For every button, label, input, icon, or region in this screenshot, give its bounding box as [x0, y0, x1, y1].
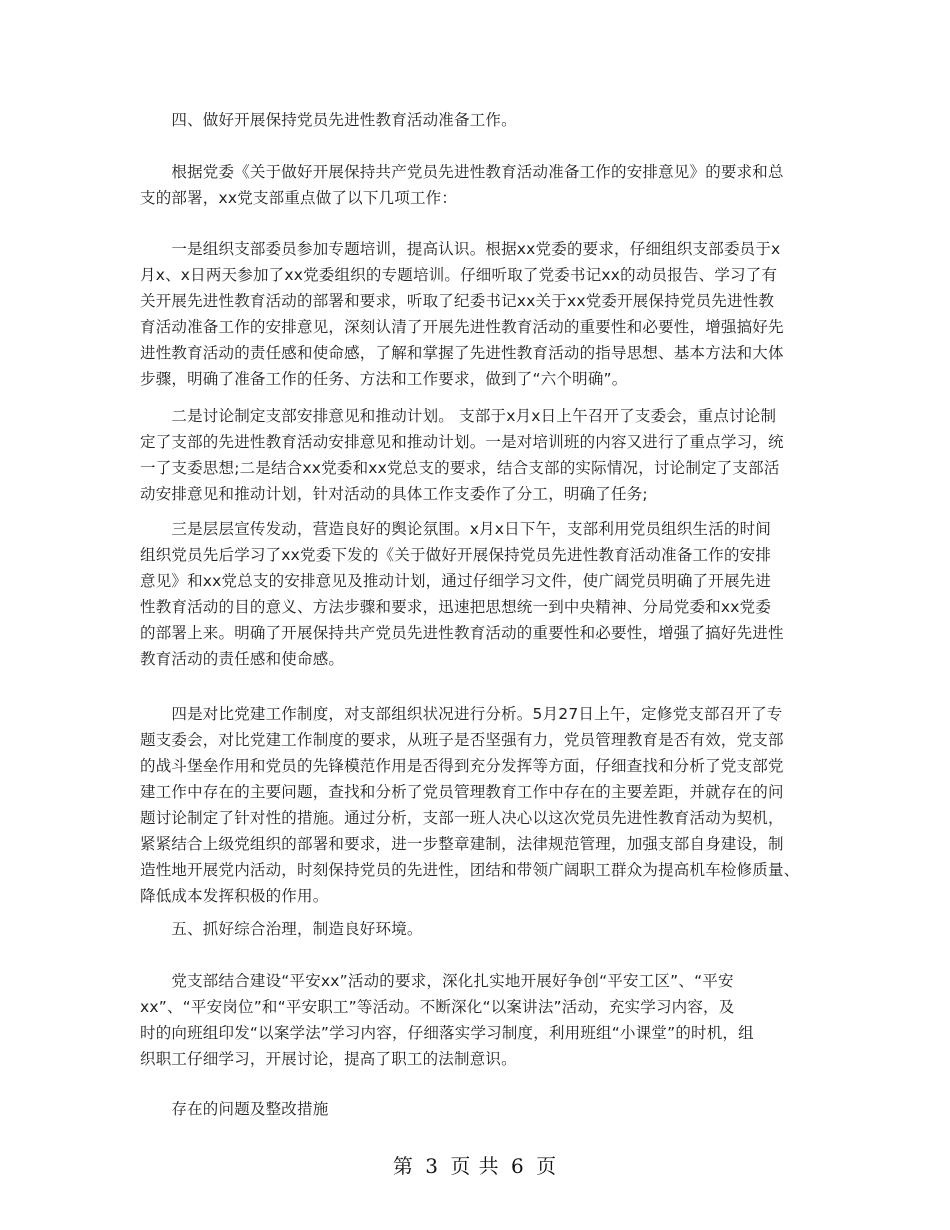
- text-line: 一是组织支部委员参加专题培训，提高认识。根据xx党委的要求，仔细组织支部委员于x: [140, 240, 781, 258]
- text-line: 建工作中存在的主要问题，查找和分析了党员管理教育工作中存在的主要差距，并就存在的问: [140, 783, 784, 801]
- text-line: 存在的问题及整改措施: [140, 1100, 329, 1118]
- text-line: 进性教育活动的责任感和使命感，了解和掌握了先进性教育活动的指导思想、基本方法和大体: [140, 344, 784, 362]
- text-line: 步骤，明确了准备工作的任务、方法和工作要求，做到了“六个明确”。: [140, 370, 628, 388]
- paragraph-item-3: [140, 516, 820, 672]
- text-line: 组织党员先后学习了xx党委下发的《关于做好开展保持党员先进性教育活动准备工作的安排: [140, 546, 772, 564]
- footer-suffix: 页: [536, 1154, 558, 1178]
- text-line: 育活动准备工作的安排意见，深刻认清了开展先进性教育活动的重要性和必要性，增强搞好先: [140, 318, 784, 336]
- text-line: 月x、x日两天参加了xx党委组织的专题培训。仔细听取了党委书记xx的动员报告、学习了有: [140, 266, 778, 284]
- text-line: 支的部署，xx党支部重点做了以下几项工作：: [140, 189, 458, 207]
- text-line: 四、做好开展保持党员先进性教育活动准备工作。: [140, 111, 517, 129]
- text-line: 五、抓好综合治理，制造良好环境。: [140, 920, 423, 938]
- page-footer: [0, 1150, 950, 1179]
- text-line: 三是层层宣传发动，营造良好的舆论氛围。x月x日下午，支部利用党员组织生活的时间: [140, 520, 772, 538]
- paragraph-intro: [140, 159, 820, 211]
- text-line: 四是对比党建工作制度，对支部组织状况进行分析。5月27日上午，定修党支部召开了专: [140, 705, 783, 723]
- paragraph-item-2: [140, 403, 820, 507]
- text-line: 时的向班组印发“以案学法”学习内容，仔细落实学习制度，利用班组“小课堂”的时机，组: [140, 1024, 754, 1042]
- text-line: 意见》和xx党总支的安排意见及推动计划，通过仔细学习文件，使广阔党员明确了开展先进: [140, 572, 772, 590]
- text-line: 降低成本发挥积极的作用。: [140, 887, 329, 905]
- paragraph-issues-heading: [140, 1096, 820, 1122]
- text-line: 紧紧结合上级党组织的部署和要求，进一步整章建制，法律规范管理，加强支部自身建设，制: [140, 835, 784, 853]
- text-line: 二是讨论制定支部安排意见和推动计划。 支部于x月x日上午召开了支委会，重点讨论制: [140, 407, 777, 425]
- text-line: 动安排意见和推动计划，针对活动的具体工作支委作了分工，明确了任务;: [140, 485, 648, 503]
- paragraph-heading-5: [140, 916, 820, 942]
- text-line: 造性地开展党内活动，时刻保持党员的先进性，团结和带领广阔职工群众为提高机车检修质量、: [140, 861, 800, 879]
- text-line: 织职工仔细学习，开展讨论，提高了职工的法制意识。: [140, 1050, 517, 1068]
- paragraph-item-4: [140, 701, 820, 909]
- footer-current-page: 3: [425, 1154, 439, 1178]
- text-line: 性教育活动的目的意义、方法步骤和要求，迅速把思想统一到中央精神、分局党委和xx党委: [140, 598, 772, 616]
- paragraph-heading-4: [140, 107, 820, 133]
- footer-total-pages: 6: [511, 1154, 525, 1178]
- text-line: 定了支部的先进性教育活动安排意见和推动计划。一是对培训班的内容又进行了重点学习，统: [140, 433, 784, 451]
- text-line: 的战斗堡垒作用和党员的先锋模范作用是否得到充分发挥等方面，仔细查找和分析了党支部党: [140, 757, 784, 775]
- paragraph-safety: [140, 968, 820, 1072]
- footer-prefix: 第: [392, 1154, 414, 1178]
- text-line: xx”、“平安岗位”和“平安职工”等活动。不断深化“以案讲法”活动，充实学习内容，及: [140, 998, 735, 1016]
- text-line: 一了支委思想;二是结合xx党委和xx党总支的要求，结合支部的实际情况，讨论制定了支部活: [140, 459, 780, 477]
- text-line: 教育活动的责任感和使命感。: [140, 650, 345, 668]
- text-line: 的部署上来。明确了开展保持共产党员先进性教育活动的重要性和必要性，增强了搞好先进性: [140, 624, 784, 642]
- text-line: 关开展先进性教育活动的部署和要求，听取了纪委书记xx关于xx党委开展保持党员先进性教: [140, 292, 775, 310]
- text-line: 根据党委《关于做好开展保持共产党员先进性教育活动准备工作的安排意见》的要求和总: [140, 163, 784, 181]
- paragraph-item-1: [140, 236, 820, 392]
- text-line: 党支部结合建设“平安xx”活动的要求，深化扎实地开展好争创“平安工区”、“平安: [140, 972, 734, 990]
- text-line: 题支委会，对比党建工作制度的要求，从班子是否坚强有力，党员管理教育是否有效，党支部: [140, 731, 784, 749]
- text-line: 题讨论制定了针对性的措施。通过分析，支部一班人决心以这次党员先进性教育活动为契机，: [140, 809, 784, 827]
- footer-mid: 页 共: [450, 1154, 500, 1178]
